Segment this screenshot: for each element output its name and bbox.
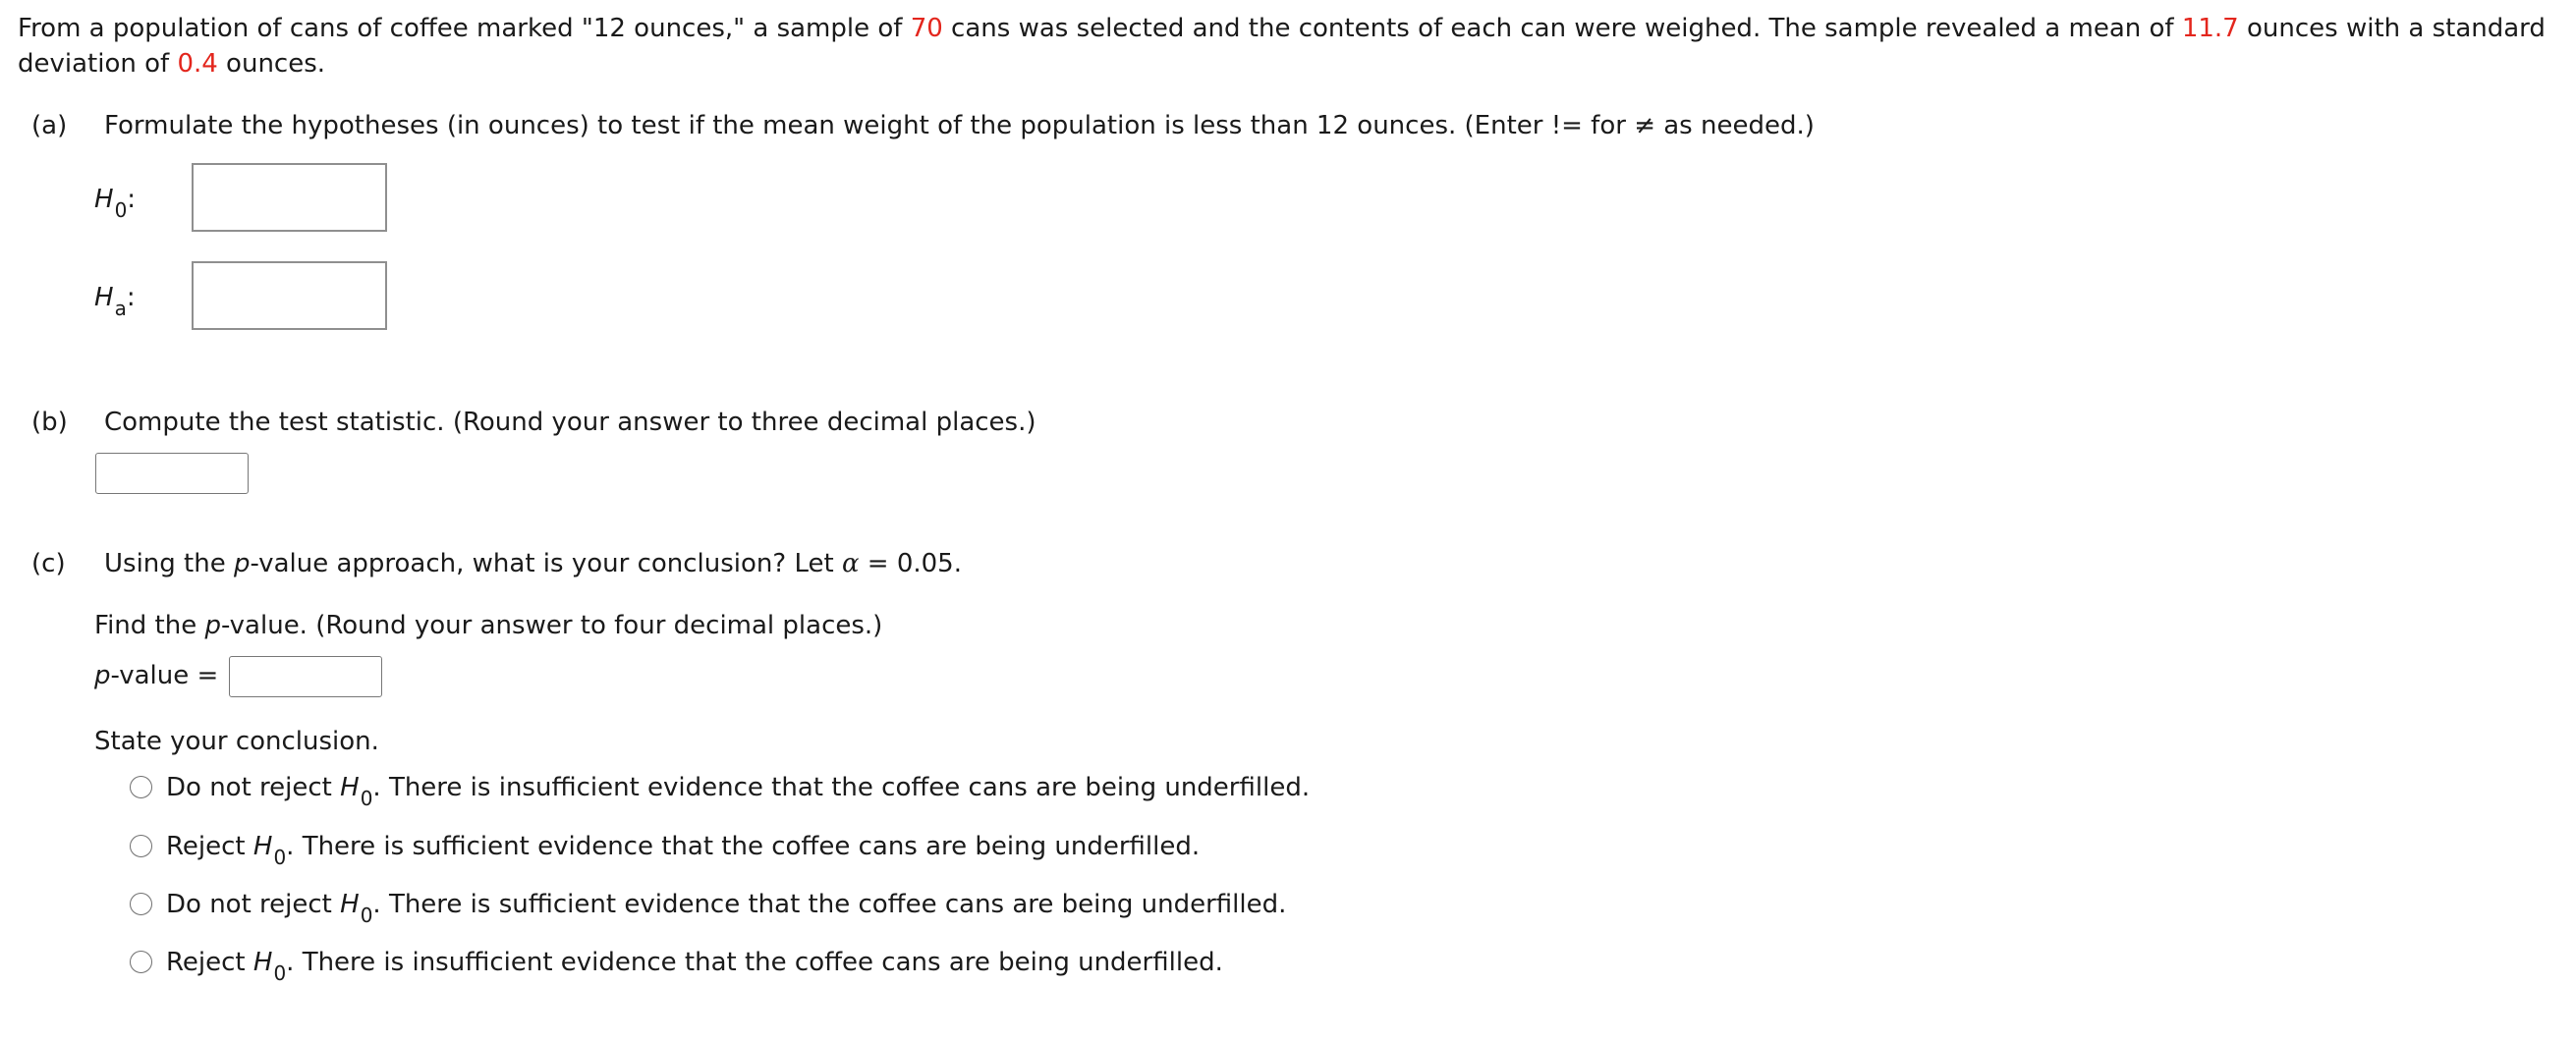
option-3-sub: 0 [360, 904, 373, 927]
option-1-sub: 0 [360, 787, 373, 810]
standard-deviation-value: 0.4 [177, 49, 218, 79]
option-3-pre: Do not reject [166, 890, 341, 919]
option-2-pre: Reject [166, 832, 253, 861]
h0-letter: H [94, 185, 114, 214]
intro-text-4: ounces. [217, 49, 326, 79]
option-4-pre: Reject [166, 948, 253, 977]
part-c-p: p [233, 549, 251, 578]
part-b-text: Compute the test statistic. (Round your answer to three decimal places.) [104, 408, 1036, 437]
alpha-symbol: α [841, 549, 860, 578]
part-c-text-post: = 0.05. [859, 549, 962, 578]
h0-subscript: 0 [114, 198, 128, 222]
conclusion-option-3-label[interactable] [166, 887, 1287, 927]
option-2-h: H [252, 832, 273, 861]
null-hypothesis-input[interactable] [192, 163, 387, 232]
conclusion-option-4-radio[interactable] [130, 951, 152, 973]
option-1-pre: Do not reject [166, 773, 341, 802]
conclusion-option-3-radio[interactable] [130, 893, 152, 915]
p-value-label-text: -value = [110, 661, 219, 690]
intro-text-2: cans was selected and the contents of each can were weighed. The sample revealed a mean of [942, 14, 2182, 43]
option-4-post: . There is insufficient evidence that the coffee cans are being underfilled. [286, 948, 1223, 977]
find-pre: Find the [94, 611, 205, 640]
find-p: p [204, 611, 221, 640]
alternative-hypothesis-label [94, 280, 136, 320]
option-1-h: H [340, 773, 360, 802]
conclusion-option-2-radio[interactable] [130, 835, 152, 857]
conclusion-option-1-label[interactable] [166, 770, 1311, 810]
find-p-value-instruction [94, 608, 882, 643]
option-1-post: . There is insufficient evidence that the coffee cans are being underfilled. [372, 773, 1311, 802]
part-b-label: (b) [31, 408, 68, 437]
find-post: -value. (Round your answer to four decimal places.) [220, 611, 883, 640]
conclusion-option-1-radio[interactable] [130, 776, 152, 798]
p-value-p: p [94, 661, 111, 690]
part-c-text-pre: Using the [104, 549, 234, 578]
part-a-question [31, 108, 1815, 143]
p-value-input[interactable] [229, 656, 382, 697]
part-a-label: (a) [31, 111, 68, 140]
option-3-h: H [340, 890, 360, 919]
test-statistic-input[interactable] [95, 453, 249, 494]
option-3-post: . There is sufficient evidence that the coffee cans are being underfilled. [372, 890, 1287, 919]
sample-mean-value: 11.7 [2181, 14, 2239, 43]
part-c-text-mid: -value approach, what is your conclusion? Let [250, 549, 842, 578]
state-conclusion-label: State your conclusion. [94, 727, 379, 756]
alternative-hypothesis-input[interactable] [192, 261, 387, 330]
intro-text-1: From a population of cans of coffee marked "12 ounces," a sample of [18, 14, 911, 43]
ha-colon: : [126, 283, 136, 312]
ha-subscript: a [114, 297, 127, 320]
option-2-post: . There is sufficient evidence that the coffee cans are being underfilled. [286, 832, 1201, 861]
conclusion-option-4-label[interactable] [166, 945, 1223, 985]
conclusion-option-2-label[interactable] [166, 829, 1201, 869]
problem-statement [18, 11, 2567, 82]
part-a-text: Formulate the hypotheses (in ounces) to test if the mean weight of the population is less than 12 ounces. (Enter != for ≠ as needed.) [104, 111, 1815, 140]
option-4-h: H [252, 948, 273, 977]
sample-size-value: 70 [910, 14, 943, 43]
intro-text-3: ounces with a standard deviation of [18, 14, 2546, 79]
option-4-sub: 0 [273, 961, 287, 985]
part-c-label: (c) [31, 549, 66, 578]
h0-colon: : [127, 185, 137, 214]
ha-letter: H [94, 283, 114, 312]
option-2-sub: 0 [273, 846, 287, 869]
part-b-question [31, 405, 1036, 440]
null-hypothesis-label [94, 182, 137, 222]
p-value-label [94, 658, 218, 693]
part-c-question [31, 546, 962, 581]
